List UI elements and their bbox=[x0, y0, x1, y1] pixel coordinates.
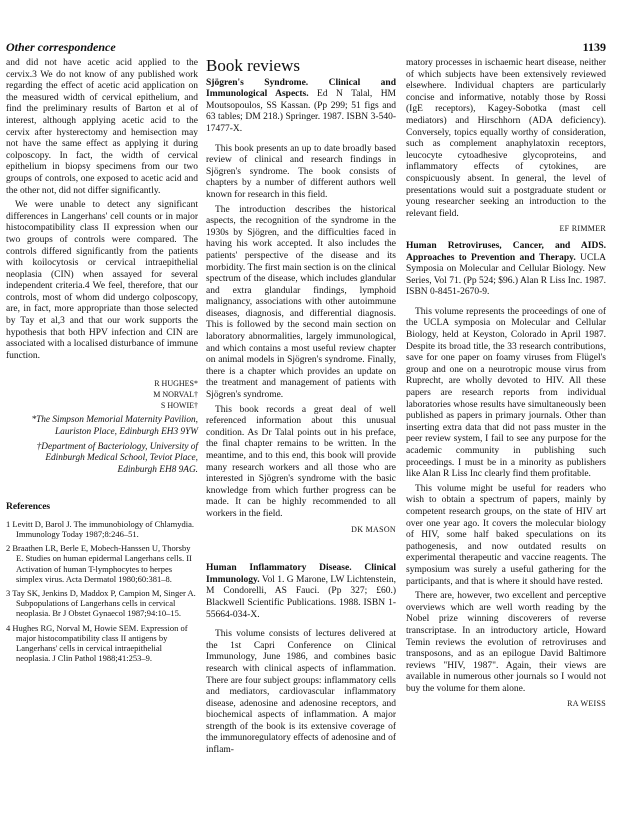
review-title: Human Retroviruses, Cancer, and AIDS. Approaches to Prevention and Therapy. bbox=[406, 240, 606, 263]
section-title: Book reviews bbox=[206, 56, 300, 75]
review-title: Sjögren's Syndrome. Clinical and Immunological Aspects. bbox=[206, 77, 396, 100]
author-line: S HOWIE† bbox=[160, 400, 198, 410]
references-heading: References bbox=[6, 502, 51, 513]
page-number: 1139 bbox=[582, 40, 606, 54]
review-citation bbox=[406, 241, 606, 299]
column-book-reviews bbox=[206, 58, 396, 760]
author-address: †Department of Bacteriology, University of Edinburgh Medical School, Teviot Place, Edinburgh EH8 9AG. bbox=[36, 442, 198, 475]
reference-item: 2 Braathen LR, Berle E, Mobech-Hanssen U, Thorsby E. Studies on human epidermal Langerhans cells. II Activation of human T-lymphocytes to herpes simplex virus. Acta Dermatol 1980;60:381–8. bbox=[6, 543, 192, 584]
review-paragraph: matory processes in ischaemic heart disease, neither of which subjects have been extensively reviewed elsewhere. Individual chapters are particularly concise and informative, notably those by Rossi (IgE receptors), Kagey-Sobotka (mast cell mediators) and Hirschhorn (ADA deficiency). Conversely, topics equally worthy of consideration, such as complement anaphylatoxin receptors, leucocyte cytoadhesive glycoproteins, and inflammatory effects of cytokines, are conspicuously absent. In general, the level of presentations would suit a postgraduate student or young researcher seeking an introduction to the relevant field. bbox=[406, 58, 606, 219]
review-paragraph: This volume might be useful for readers who wish to obtain a spectrum of papers, mainly by competent research groups, on the state of HIV art over one year ago. It covers the molecular biology of HIV, some half baked speculations on its pathogenesis, and now outdated results on experimental therapeutic and vaccine reagents. The symposium was surely a useful gathering for the participants, and that is where it should have rested. bbox=[406, 483, 606, 587]
body-paragraph: and did not have acetic acid applied to the cervix.3 We do not know of any published work regarding the effect of acetic acid application on the measured width of cervical epithelium, and find the preliminary results of Barton et al of interest, although applying acetic acid to the cervix after hysterectomy and hemisection may not have the same effect as applying it during colposcopy. In fact, the width of cervical epithelium in biopsy specimens from our two groups of controls, one exposed to acetic acid and the other not, did not differ significantly. bbox=[6, 58, 198, 196]
reference-item: 1 Levitt D, Barol J. The immunobiology of Chlamydia. Immunology Today 1987;8:246–51. bbox=[6, 518, 195, 540]
column-correspondence bbox=[6, 58, 198, 667]
reviewer-signature: EF RIMMER bbox=[559, 224, 606, 234]
column-book-reviews-continued bbox=[406, 58, 606, 716]
review-details: UCLA Symposia on Molecular and Cellular Biology. New Series, Vol 71. (Pp 524; $96.) Alan R Liss Inc. 1987. ISBN 0-8451-2670-9. bbox=[406, 252, 606, 298]
review-paragraph: This volume represents the proceedings of one of the UCLA symposia on Molecular and Cellular Biology, held at Keyston, Colorado in April 1987. Despite its broad title, the 33 research contributions, save for one paper on foamy viruses from Flügel's group and one on a neurotropic mouse virus from Ruprecht, are wholly devoted to HIV. All these papers are research reports from individual laboratories whose results have simultaneously been published as papers in primary journals. Other than inserting extra data that did not pass muster in the peer review system, I fail to see any purpose for the academic community in publishing such proceedings. I must be in a minority as publishers like Alan R Liss Inc clearly find them profitable. bbox=[406, 306, 606, 480]
reviewer-signature: DK MASON bbox=[351, 524, 396, 534]
review-title: Human Inflammatory Disease. Clinical Immunology. bbox=[206, 563, 396, 585]
reference-item: 4 Hughes RG, Norval M, Howie SEM. Expression of major histocompatibility class II antigens by Langerhans' cells in cervical intraepithelial neoplasia. J Clin Pathol 1988;41:253–9. bbox=[6, 622, 188, 664]
review-paragraph: This book presents an up to date broadly based review of clinical and research findings in Sjögren's syndrome. The book consists of chapters by a number of different authors well known for research in this field. bbox=[206, 143, 396, 200]
author-address: *The Simpson Memorial Maternity Pavilion, Lauriston Place, Edinburgh EH3 9YW bbox=[31, 415, 198, 437]
running-header: Other correspondence bbox=[6, 40, 116, 54]
review-paragraph: This book records a great deal of well referenced information about this unusual condition. As Dr Talal points out in his preface, the final chapter remains to be written. In the meantime, and to this end, this book will provide many research workers and all those who are interested in Sjögren's syndrome with the basic knowledge from which further progress can be made. It can be highly recommended to all workers in the field. bbox=[206, 404, 396, 519]
reference-item: 3 Tay SK, Jenkins D, Maddox P, Campion M, Singer A. Subpopulations of Langerhans cells in cervical neoplasia. Br J Obstet Gynaecol 1987;94:10–15. bbox=[6, 588, 196, 619]
reference-list bbox=[6, 519, 198, 664]
reviewer-signature: RA WEISS bbox=[567, 699, 606, 709]
review-citation bbox=[206, 78, 396, 136]
body-paragraph: We were unable to detect any significant differences in Langerhans' cell counts or in major histocompatibility class II expression when our two groups of controls were compared. The controls differed significantly from the patients with koilocytosis or cervical intraepithelial neoplasia (CIN) when assayed for several independent criteria.4 We feel, therefore, that our controls, most of whom did undergo colposcopy, are, in fact, more appropriate than those selected by Tay et al,3 and that our work supports the hypothesis that both HPV infection and CIN are associated with a localised disturbance of immune function. bbox=[6, 200, 198, 361]
review-paragraph: There are, however, two excellent and perceptive overviews which are well worth reading by the Nobel prize winning discoverers of reverse transcriptase. In an introductory article, Howard Temin reviews the evolution of retroviruses and transposons, and as an epilogue David Baltimore reviews "HIV, 1987". Again, their views are available in numerous other journals so I would not buy the volume for them alone. bbox=[406, 591, 606, 694]
review-details: Ed N Talal, HM Moutsopoulos, SS Kassan. (Pp 299; 51 figs and 63 tables; DM 218.) Springer. 1987. ISBN 3-540-17477-X. bbox=[206, 89, 397, 134]
author-line: R HUGHES* bbox=[154, 379, 198, 389]
review-paragraph: The introduction describes the historical aspects, the recognition of the syndrome in the 1930s by Sjögren, and the difficulties faced in having his work accepted. It also includes the patients' perspective of the disease and its morbidity. The first main section is on the clinical spectrum of the disease, which includes glandular and extra glandular findings, lymphoid malignancy, associations with other autoimmune diseases, diagnosis, and differential diagnosis. This is followed by the second main section on laboratory abnormalities, largely immunological, and which contains a most useful review chapter on animal models in Sjögren's syndrome. Finally, there is a chapter which provides an update on the treatment and management of patients with Sjögren's syndrome. bbox=[206, 204, 396, 401]
review-paragraph: This volume consists of lectures delivered at the 1st Capri Conference on Clinical Immunology, June 1986, and combines basic research with clinical aspects of inflammation. There are four subject groups: inflammatory cells and mediators, cardiovascular inflammatory disease, adenosine and adenosine receptors, and biochemical aspects of inflammation. A major strength of the book is its extensive coverage of the immunoregulatory effects of adenosine and of inflam- bbox=[206, 629, 396, 756]
review-citation bbox=[206, 563, 396, 621]
review-details: Vol 1. G Marone, LW Lichtenstein, M Condorelli, AS Fauci. (Pp 327; £60.) Blackwell Scientific Publications. 1988. ISBN 1-55664-034-X. bbox=[206, 574, 396, 620]
author-line: M NORVAL† bbox=[153, 390, 198, 400]
